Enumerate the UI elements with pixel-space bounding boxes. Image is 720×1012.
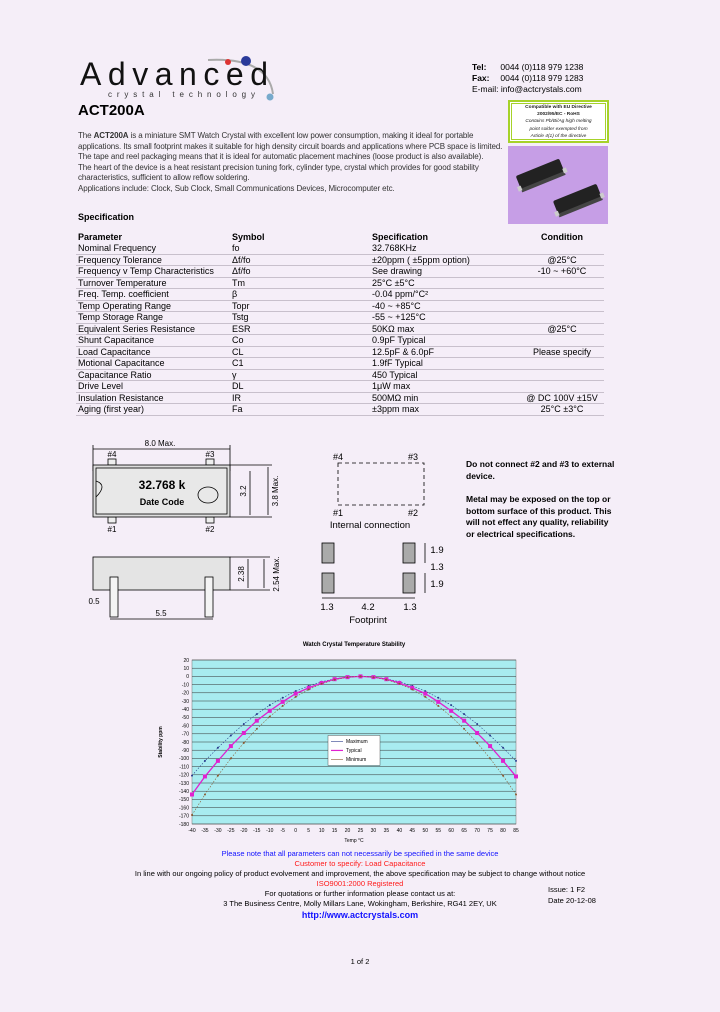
issue-number: Issue: 1 F2: [548, 885, 586, 894]
cell-spec: ±3ppm max: [370, 404, 520, 416]
page-number: 1 of 2: [350, 957, 370, 966]
table-row: [76, 346, 604, 358]
fax-value: 0044 (0)118 979 1283: [500, 73, 584, 83]
cell-symbol: Δf/fo: [230, 254, 370, 266]
cell-condition: [520, 312, 604, 324]
intro-p1-body: is a miniature SMT Watch Crystal with excellent low power consumption, making it ideal for portable applications. Its small footprint makes it suitable for high density circuit boards and applications where PCB space is limited. The tape and reel packaging means that it is ideal for automatic placement machines (loose product is also available).: [78, 131, 503, 161]
data-point: [489, 757, 491, 759]
cell-symbol: Topr: [230, 300, 370, 312]
y-tick-label: -170: [178, 813, 189, 820]
cell-parameter: Aging (first year): [76, 404, 230, 416]
spec-table: [76, 231, 604, 416]
y-tick-label: -120: [178, 772, 189, 779]
cell-spec: 25°C ±5°C: [370, 277, 520, 289]
data-point: [243, 723, 245, 725]
data-point: [475, 731, 479, 735]
data-point: [437, 705, 439, 707]
note-load: Customer to specify: Load Capacitance: [294, 859, 426, 868]
note-parameters: Please note that all parameters can not necessarily be specified in the same device: [221, 849, 499, 858]
y-tick-label: -20: [181, 690, 189, 697]
data-point: [476, 723, 478, 725]
fax-label: Fax:: [472, 73, 490, 83]
contact-text: For quotations or further information please contact us at:: [264, 889, 456, 898]
cell-spec: -40 ~ +85°C: [370, 300, 520, 312]
cell-symbol: β: [230, 289, 370, 301]
cell-spec: 1.9fF Typical: [370, 358, 520, 370]
legend-label: Typical: [346, 748, 362, 755]
data-point: [515, 793, 517, 795]
website-link[interactable]: http://www.actcrystals.com: [301, 910, 419, 920]
cell-spec: -0.04 ppm/°C²: [370, 289, 520, 301]
cell-spec: 50KΩ max: [370, 323, 520, 335]
x-tick-label: 30: [370, 828, 377, 834]
data-point: [204, 760, 206, 762]
table-row: [76, 312, 604, 324]
ic-pin4: #4: [332, 452, 344, 462]
cell-symbol: ESR: [230, 323, 370, 335]
rohs-line: point solder exempted from: [529, 126, 588, 132]
data-point: [411, 689, 413, 691]
x-tick-label: 85: [513, 828, 519, 834]
rohs-badge: [508, 100, 609, 143]
cell-spec: 450 Typical: [370, 369, 520, 381]
cell-parameter: Frequency v Temp Characteristics: [76, 266, 230, 278]
data-point: [203, 774, 207, 778]
ic-pin1: #1: [332, 508, 344, 518]
data-point: [282, 697, 284, 699]
data-point: [308, 689, 310, 691]
data-point: [423, 692, 427, 696]
data-point: [463, 713, 465, 715]
cell-parameter: Turnover Temperature: [76, 277, 230, 289]
iso-text: ISO9001:2000 Registered: [316, 879, 404, 888]
y-tick-label: -80: [181, 739, 189, 746]
tel-label: Tel:: [472, 62, 487, 72]
col-symbol: Symbol: [232, 231, 265, 242]
pin3-label: #3: [205, 450, 215, 459]
legend: [328, 735, 380, 765]
data-point: [295, 696, 297, 698]
y-tick-label: -70: [181, 731, 189, 738]
data-point: [282, 705, 284, 707]
address-text: 3 The Business Centre, Molly Millars Lane, Wokingham, Berkshire, RG41 2EY, UK: [223, 899, 497, 908]
cell-condition: [520, 381, 604, 393]
footprint-label: Footprint: [349, 615, 387, 626]
y-tick-label: 20: [183, 657, 189, 664]
data-point: [294, 692, 298, 696]
intro-text: [78, 131, 504, 194]
intro-p3: Applications include: Clock, Sub Clock, Small Communications Devices, Microcomputer etc.: [78, 183, 395, 193]
spec-heading: Specification: [78, 212, 135, 222]
dim-height-max: 3.8 Max.: [271, 475, 280, 507]
cell-parameter: Temp Operating Range: [76, 300, 230, 312]
internal-connection-label: Internal connection: [329, 520, 411, 531]
cell-parameter: Capacitance Ratio: [76, 369, 230, 381]
data-point: [204, 793, 206, 795]
cell-spec: 500MΩ min: [370, 392, 520, 404]
col-condition: Condition: [541, 231, 583, 242]
x-tick-label: 65: [461, 828, 467, 834]
cell-spec: 12.5pF & 6.0pF: [370, 346, 520, 358]
cell-symbol: Fa: [230, 404, 370, 416]
rohs-line: Contains Pb/Bi/Ag high melting: [525, 119, 592, 125]
y-tick-label: 10: [183, 666, 189, 672]
x-tick-label: 50: [422, 828, 429, 834]
cell-parameter: Motional Capacitance: [76, 358, 230, 370]
data-point: [269, 716, 271, 718]
cell-symbol: fo: [230, 243, 370, 255]
data-point: [398, 683, 400, 685]
cell-parameter: Nominal Frequency: [76, 243, 230, 255]
cell-condition: @ DC 100V ±15V: [520, 392, 604, 404]
data-point: [502, 747, 504, 749]
cell-condition: -10 ~ +60°C: [520, 266, 604, 278]
cell-condition: [520, 335, 604, 347]
fp-height-2: 1.9: [430, 579, 444, 590]
dim-lead: 0.5: [88, 597, 100, 606]
cell-spec: See drawing: [370, 266, 520, 278]
footer: [0, 849, 720, 921]
table-row: [76, 381, 604, 393]
y-tick-label: -30: [181, 698, 189, 705]
cell-condition: Please specify: [520, 346, 604, 358]
cell-symbol: Δf/fo: [230, 266, 370, 278]
table-row: [76, 323, 604, 335]
y-tick-label: -110: [179, 764, 189, 771]
data-point: [268, 709, 272, 713]
rohs-line: Compatible with EU Directive: [525, 105, 592, 110]
table-row: [76, 404, 604, 416]
marking-frequency: 32.768 k: [138, 478, 186, 492]
cell-parameter: Temp Storage Range: [76, 312, 230, 324]
pin4-label: #4: [107, 450, 117, 459]
table-row: [76, 277, 604, 289]
cell-condition: @25°C: [520, 254, 604, 266]
data-point: [437, 697, 439, 699]
legend-label: Minimum: [346, 757, 367, 764]
logo-subtitle: crystal technology: [108, 90, 258, 99]
dim-pitch: 5.5: [155, 609, 167, 618]
data-point: [230, 757, 232, 759]
data-point: [372, 676, 374, 678]
x-tick-label: 75: [487, 828, 493, 834]
cell-condition: [520, 243, 604, 255]
data-point: [229, 744, 233, 748]
y-tick-label: -10: [181, 682, 189, 689]
data-point: [449, 709, 453, 713]
data-point: [217, 747, 219, 749]
cell-condition: [520, 369, 604, 381]
y-tick-label: -90: [181, 748, 189, 754]
x-tick-label: -5: [280, 828, 285, 834]
company-logo: [78, 52, 278, 102]
data-point: [321, 683, 323, 685]
issue-date: Date 20-12-08: [548, 896, 596, 905]
data-point: [501, 759, 505, 763]
y-tick-label: -150: [178, 797, 189, 804]
cell-parameter: Equivalent Series Resistance: [76, 323, 230, 335]
x-tick-label: -35: [201, 828, 209, 834]
y-tick-label: -60: [181, 723, 189, 730]
notes: [466, 459, 616, 552]
y-tick-label: -40: [181, 707, 189, 713]
data-point: [217, 775, 219, 777]
issue-block: [548, 884, 596, 906]
y-tick-label: -100: [178, 756, 189, 763]
data-point: [463, 728, 465, 730]
data-point: [424, 696, 426, 698]
cell-symbol: γ: [230, 369, 370, 381]
cell-symbol: IR: [230, 392, 370, 404]
cell-parameter: Frequency Tolerance: [76, 254, 230, 266]
rohs-line: 2002/95/EC - RoHS: [537, 112, 580, 118]
data-point: [334, 679, 336, 681]
data-point: [515, 760, 517, 762]
table-row: [76, 300, 604, 312]
y-axis-label: Stability ppm: [158, 726, 164, 758]
x-tick-label: -30: [214, 828, 222, 834]
y-tick-label: -50: [181, 715, 189, 722]
x-tick-label: -20: [240, 828, 248, 834]
data-point: [436, 700, 440, 704]
data-point: [514, 774, 518, 778]
cell-condition: 25°C ±3°C: [520, 404, 604, 416]
x-tick-label: 5: [307, 828, 311, 834]
dim-height: 3.2: [239, 485, 248, 497]
x-tick-label: 15: [331, 828, 338, 834]
tel-value: 0044 (0)118 979 1238: [500, 62, 584, 72]
data-point: [269, 704, 271, 706]
cell-parameter: Shunt Capacitance: [76, 335, 230, 347]
cell-parameter: Drive Level: [76, 381, 230, 393]
intro-p2: The heart of the device is a heat resistant precision tuning fork, cylinder type, crystal which provides for good stability characteristics, sufficient to allow reflow soldering.: [78, 162, 479, 182]
note-connect: Do not connect #2 and #3 to external device.: [466, 459, 615, 481]
table-row: [76, 266, 604, 278]
col-parameter: Parameter: [78, 231, 123, 242]
data-point: [191, 775, 193, 777]
data-point: [489, 734, 491, 736]
table-row: [76, 369, 604, 381]
policy-text: In line with our ongoing policy of product evolvement and improvement, the above specification may be subject to change without notice: [134, 869, 586, 878]
dim-side: 2.38: [237, 566, 246, 582]
cell-condition: [520, 358, 604, 370]
data-point: [191, 814, 193, 816]
pin1-label: #1: [107, 525, 117, 534]
contact-block: [472, 62, 583, 95]
x-tick-label: 45: [409, 828, 416, 834]
data-point: [450, 716, 452, 718]
x-tick-label: 55: [435, 828, 442, 834]
data-point: [190, 792, 194, 796]
data-point: [256, 713, 258, 715]
legend-label: Maximum: [346, 739, 368, 746]
cell-condition: [520, 289, 604, 301]
y-tick-label: -130: [178, 780, 189, 787]
x-tick-label: 70: [474, 828, 480, 834]
y-tick-label: -180: [178, 821, 189, 828]
x-tick-label: 35: [383, 828, 390, 834]
fp-span: 4.2: [361, 602, 375, 613]
data-point: [230, 734, 232, 736]
cell-symbol: Co: [230, 335, 370, 347]
x-tick-label: 25: [357, 828, 364, 834]
cell-condition: [520, 300, 604, 312]
cell-condition: @25°C: [520, 323, 604, 335]
cell-spec: 32.768KHz: [370, 243, 520, 255]
product-title: ACT200A: [78, 102, 145, 119]
cell-parameter: Load Capacitance: [76, 346, 230, 358]
y-tick-label: -140: [178, 789, 189, 795]
data-point: [450, 704, 452, 706]
data-point: [216, 759, 220, 763]
email-value[interactable]: info@actcrystals.com: [500, 84, 582, 94]
fp-height: 1.9: [430, 545, 444, 556]
x-tick-label: -10: [266, 828, 274, 834]
x-tick-label: 10: [318, 828, 325, 834]
y-tick-label: 0: [186, 674, 189, 681]
cell-parameter: Freq. Temp. coefficient: [76, 289, 230, 301]
cell-symbol: Tm: [230, 277, 370, 289]
table-row: [76, 392, 604, 404]
cell-spec: 1μW max: [370, 381, 520, 393]
x-tick-label: -40: [188, 828, 196, 834]
cell-spec: 0.9pF Typical: [370, 335, 520, 347]
cell-spec: -55 ~ +125°C: [370, 312, 520, 324]
y-tick-label: -160: [178, 805, 189, 812]
data-point: [488, 744, 492, 748]
marking-datecode: Date Code: [139, 497, 185, 507]
cell-symbol: C1: [230, 358, 370, 370]
cell-symbol: DL: [230, 381, 370, 393]
table-row: [76, 335, 604, 347]
data-point: [502, 775, 504, 777]
dimension-drawing: [80, 435, 460, 627]
x-tick-label: -15: [253, 828, 261, 834]
x-tick-label: -25: [227, 828, 235, 834]
email-label: E-mail:: [472, 84, 499, 94]
pin2-label: #2: [205, 525, 215, 534]
data-point: [359, 675, 361, 677]
x-tick-label: 60: [448, 828, 454, 834]
product-photo: [508, 146, 608, 224]
table-header: [76, 231, 604, 243]
fp-pad-width: 1.3: [320, 602, 334, 613]
dim-width: 8.0 Max.: [144, 439, 176, 448]
x-tick-label: 80: [500, 828, 506, 834]
cell-symbol: Tstg: [230, 312, 370, 324]
cell-symbol: CL: [230, 346, 370, 358]
cell-parameter: Insulation Resistance: [76, 392, 230, 404]
x-tick-label: 0: [294, 828, 298, 834]
ic-pin2: #2: [407, 508, 419, 518]
cell-spec: ±20ppm ( ±5ppm option): [370, 254, 520, 266]
temperature-stability-chart: [150, 634, 530, 846]
cell-condition: [520, 277, 604, 289]
data-point: [243, 742, 245, 744]
col-specification: Specification: [372, 231, 429, 242]
data-point: [255, 719, 259, 723]
table-row: [76, 358, 604, 370]
intro-p1-pre: The: [78, 131, 94, 140]
data-point: [385, 679, 387, 681]
data-point: [476, 742, 478, 744]
table-row: [76, 243, 604, 255]
data-point: [256, 728, 258, 730]
data-point: [462, 719, 466, 723]
x-tick-label: 40: [396, 828, 403, 834]
data-point: [281, 700, 285, 704]
x-axis-label: Temp °C: [344, 838, 364, 844]
x-tick-label: 20: [344, 828, 351, 834]
logo-text: Advanced: [80, 56, 268, 92]
dim-side-max: 2.54 Max.: [272, 556, 281, 592]
ic-pin3: #3: [407, 452, 419, 462]
rohs-line: Article 4(1) of the directive: [530, 133, 587, 139]
chart-title: Watch Crystal Temperature Stability: [302, 642, 406, 648]
table-row: [76, 289, 604, 301]
data-point: [347, 676, 349, 678]
intro-p1-product: ACT200A: [93, 131, 129, 140]
note-metal: Metal may be exposed on the top or bottom surface of this product. This will not effect any quality, reliability or electrical specifications.: [466, 494, 612, 539]
fp-pad-width-2: 1.3: [403, 602, 417, 613]
fp-gap: 1.3: [430, 562, 444, 573]
table-row: [76, 254, 604, 266]
data-point: [242, 731, 246, 735]
